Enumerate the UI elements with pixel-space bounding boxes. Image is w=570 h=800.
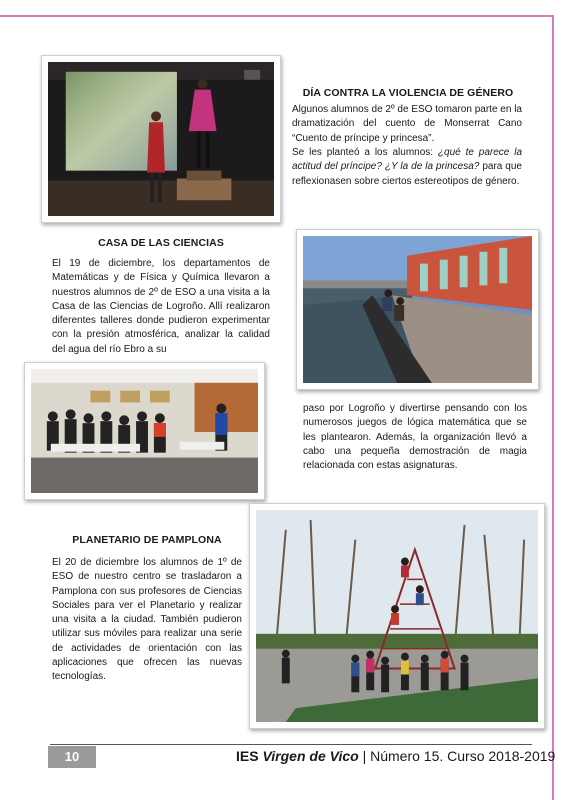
- pamplona-group-photo: [249, 503, 545, 729]
- article-casa-ciencias-paragraph-1: El 19 de diciembre, los departamentos de Matemáticas y de Física y Química llevaron a nuestros alumnos de 2º de ESO a una visita a la Casa de las Ciencias de Logroño. Allí realizaron diferentes talleres donde pudieron experimentar con la presión atmosférica, analizar la calidad del agua del río Ebro a su: [52, 258, 270, 355]
- article-violencia-genero-paragraph-1: Algunos alumnos de 2º de ESO tomaron parte en la dramatización del cuento de Monserrat Cano “Cuento de príncipe y princesa”.: [292, 104, 522, 144]
- article-planetario-paragraph: El 20 de diciembre los alumnos de 1º de ESO de nuestro centro se trasladaron a Pamplona con sus profesores de Ciencias Sociales para ver el Planetario y realizar una visita a la ciudad. También pudieron utilizar sus móviles para realizar una serie de actividades de orientación con las aplicaciones que ofrecen las nuevas tecnologías.: [52, 557, 242, 683]
- question-lead: Se les planteó a los alumnos:: [292, 147, 438, 158]
- question-tail: para que reflexionasen sobre ciertos estereotipos de género.: [292, 161, 522, 187]
- question-italic: ¿qué te parece la actitud del príncipe? ¿Y la de la princesa?: [292, 147, 522, 173]
- article-casa-ciencias-paragraph-2: paso por Logroño y divertirse pensando con los numerosos juegos de lógica matemática que se les plantearon. Además, la organización llevó a cabo una pequeña demostración de magia relacionada con estas asignaturas.: [303, 403, 527, 472]
- article-title-planetario: PLANETARIO DE PAMPLONA: [72, 534, 222, 546]
- river-bridge-photo: [296, 229, 539, 390]
- footer-school: IES: [236, 748, 263, 764]
- theater-photo: [41, 55, 281, 223]
- footer-publication: [236, 748, 556, 764]
- footer-school-name: Virgen de Vico: [262, 748, 359, 764]
- footer-issue: | Número 15. Curso 2018-2019: [358, 748, 556, 764]
- page-number: 10: [48, 746, 96, 768]
- article-title-casa-ciencias: CASA DE LAS CIENCIAS: [98, 237, 224, 249]
- casa-ciencias-students-photo: [24, 362, 265, 500]
- article-violencia-genero-paragraph-2: [292, 146, 522, 189]
- article-title-violencia-genero: DÍA CONTRA LA VIOLENCIA DE GÉNERO: [302, 87, 514, 99]
- footer-rule: [50, 744, 532, 745]
